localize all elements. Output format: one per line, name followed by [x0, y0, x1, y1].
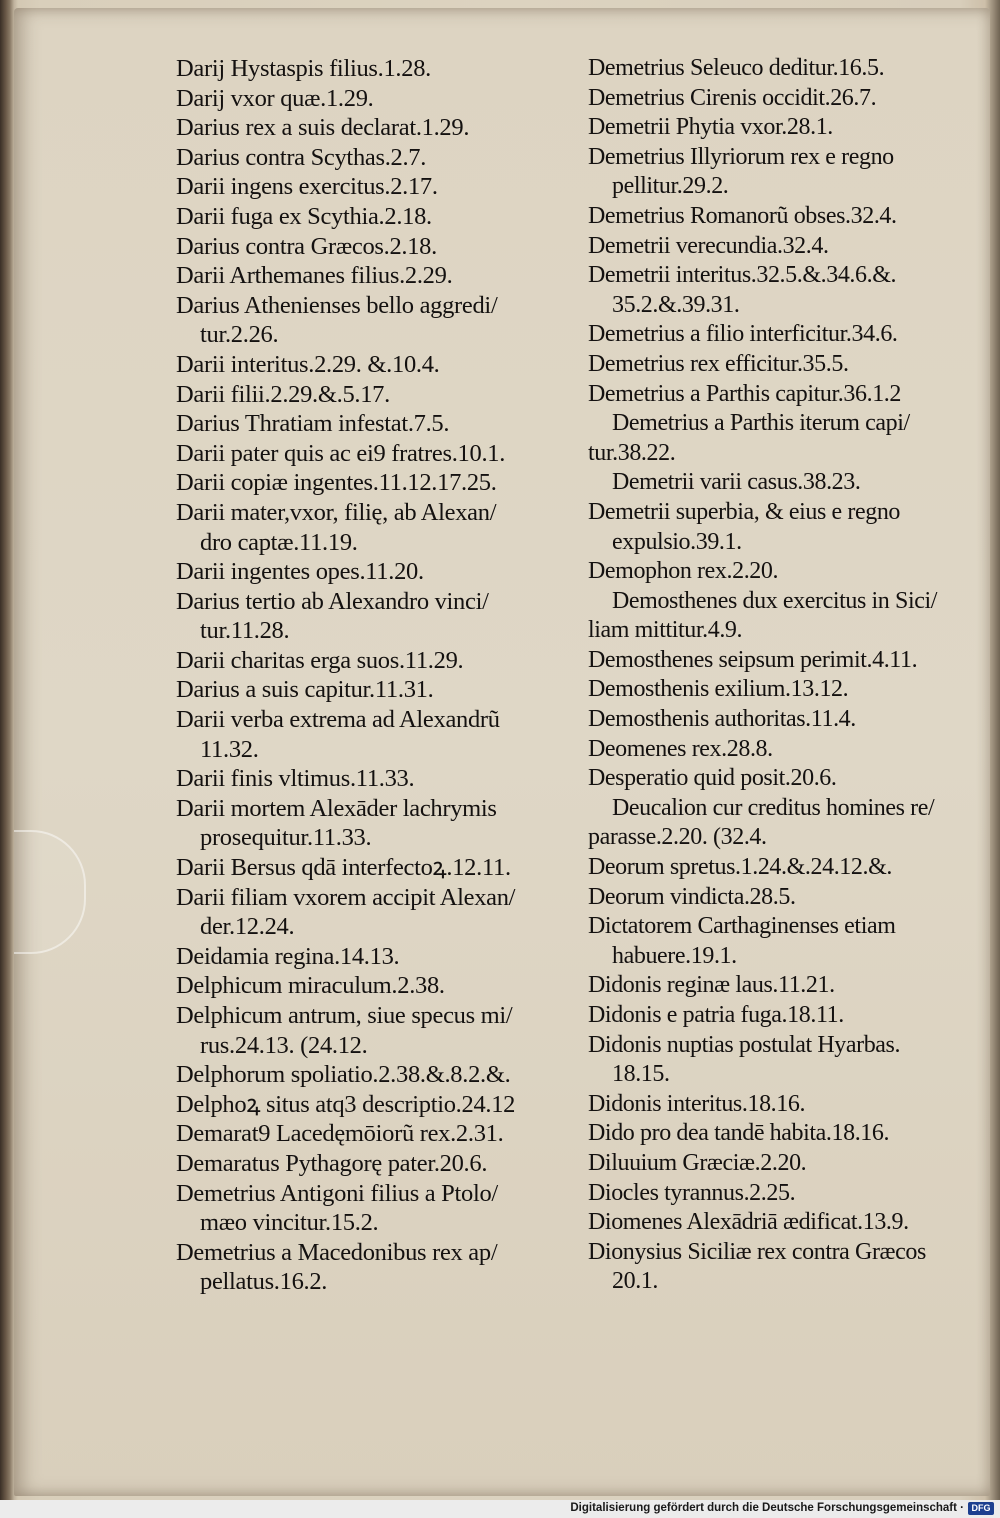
index-entry-line: 11.32.: [200, 735, 259, 763]
index-entry-line: Darii copiæ ingentes.11.12.17.25.: [176, 469, 497, 497]
index-entry-line: Delphoꝝ situs atq3 descriptio.24.12: [176, 1090, 516, 1118]
index-entry-line: Demetrius a filio interficitur.34.6.: [588, 321, 898, 348]
index-entry-line: Demosthenis exilium.13.12.: [588, 676, 849, 703]
index-entry-line: Darii interitus.2.29. &.10.4.: [176, 350, 440, 378]
index-entry-line: Demophon rex.2.20.: [588, 558, 779, 585]
index-entry-line: Darii filii.2.29.&.5.17.: [176, 380, 390, 408]
index-entry-line: rus.24.13. (24.12.: [200, 1031, 368, 1059]
index-entry-line: Darii verba extrema ad Alexandrũ: [176, 706, 500, 734]
index-entry-line: Darius contra Scythas.2.7.: [176, 143, 427, 171]
index-column-right: [588, 54, 978, 1297]
index-entry-line: Demetrius Seleuco deditur.16.5.: [588, 55, 885, 81]
index-entry-line: Demosthenis authoritas.11.4.: [588, 706, 856, 733]
index-entry-line: Deomenes rex.28.8.: [588, 735, 773, 762]
index-entry-line: Diluuium Græciæ.2.20.: [588, 1149, 807, 1176]
index-entry-line: Didonis interitus.18.16.: [588, 1090, 806, 1117]
index-entry-line: Delphicum miraculum.2.38.: [176, 972, 445, 1000]
index-entry-line: Darij Hystaspis filius.1.28.: [176, 55, 431, 82]
funding-credit: Digitalisierung gefördert durch die Deutsche Forschungsgemeinschaft ·: [570, 1502, 964, 1514]
index-entry-line: Darii Bersus qdā interfectoꝝ.12.11.: [176, 854, 511, 882]
index-entry-line: Deidamia regina.14.13.: [176, 942, 400, 970]
index-entry-line: tur.11.28.: [200, 617, 290, 645]
index-entry-line: parasse.2.20. (32.4.: [588, 824, 767, 851]
index-entry-line: Darii charitas erga suos.11.29.: [176, 646, 464, 674]
index-entry-line: Darius tertio ab Alexandro vinci/: [176, 587, 489, 615]
index-entry-line: Darii ingens exercitus.2.17.: [176, 173, 438, 201]
index-entry-line: Darii finis vltimus.11.33.: [176, 765, 415, 793]
index-entry-line: liam mittitur.4.9.: [588, 617, 743, 644]
index-entry-line: Darius Thratiam infestat.7.5.: [176, 410, 450, 438]
index-entry-line: habuere.19.1.: [612, 942, 737, 969]
index-entry-line: Demarat9 Lacedęmōiorũ rex.2.31.: [176, 1120, 504, 1148]
index-entry-line: Dionysius Siciliæ rex contra Græcos: [588, 1238, 926, 1265]
index-entry-line: Darii mortem Alexāder lachrymis: [176, 794, 497, 822]
index-entry-line: Demetrii interitus.32.5.&.34.6.&.: [588, 262, 897, 289]
index-entry-line: Demetrius a Parthis iterum capi/: [612, 410, 910, 437]
index-entry-line: Deorum spretus.1.24.&.24.12.&.: [588, 854, 892, 881]
index-entry-line: Delphicum antrum, siue specus mi/: [176, 1002, 513, 1029]
dfg-logo: DFG: [968, 1502, 994, 1515]
index-entry-line: Didonis e patria fuga.18.11.: [588, 1002, 844, 1028]
index-entry-line: Demetrii superbia, & eius e regno: [588, 498, 901, 525]
index-entry-line: Didonis reginæ laus.11.21.: [588, 972, 835, 999]
index-entry-line: Darii pater quis ac ei9 fratres.10.1.: [176, 439, 506, 467]
index-entry-line: Deucalion cur creditus homines re/: [612, 794, 935, 821]
index-entry-line: Demaratus Pythagorę pater.20.6.: [176, 1149, 488, 1177]
index-entry-line: Diomenes Alexādriā ædificat.13.9.: [588, 1209, 909, 1236]
index-entry-line: Demetrii Phytia vxor.28.1.: [588, 114, 833, 141]
index-entry-line: Deorum vindicta.28.5.: [588, 883, 796, 910]
index-entry-line: Diocles tyrannus.2.25.: [588, 1179, 796, 1206]
page-clip-outline: [14, 830, 86, 954]
index-entry-line: Demetrius rex efficitur.35.5.: [588, 350, 849, 377]
index-entry-line: 20.1.: [612, 1268, 659, 1295]
index-entry-line: dro captæ.11.19.: [200, 528, 358, 556]
index-column-left: [176, 54, 576, 1297]
index-entry-line: Demetrius a Parthis capitur.36.1.2: [588, 380, 902, 407]
index-entry-line: Demetrii varii casus.38.23.: [612, 469, 861, 496]
index-entry-line: Demosthenes dux exercitus in Sici/: [612, 587, 938, 614]
index-entry-line: Darii Arthemanes filius.2.29.: [176, 262, 453, 290]
index-entry-line: pellatus.16.2.: [200, 1268, 328, 1296]
index-entry-line: expulsio.39.1.: [612, 528, 742, 555]
index-entry-line: mæo vincitur.15.2.: [200, 1209, 379, 1237]
index-entry-line: Demetrius Antigoni filius a Ptolo/: [176, 1179, 498, 1207]
index-entry-line: Darius contra Græcos.2.18.: [176, 232, 437, 260]
index-entry-line: Darii ingentes opes.11.20.: [176, 558, 424, 586]
index-entry-line: Demetrius a Macedonibus rex ap/: [176, 1238, 498, 1266]
index-entry-line: Demetrius Cirenis occidit.26.7.: [588, 84, 877, 111]
index-entry-line: Demetrius Illyriorum rex e regno: [588, 143, 894, 170]
index-entry-line: tur.2.26.: [200, 321, 279, 349]
index-entry-line: Dictatorem Carthaginenses etiam: [588, 913, 896, 940]
index-entry-line: Darius rex a suis declarat.1.29.: [176, 114, 470, 142]
index-entry-line: Darii fuga ex Scythia.2.18.: [176, 202, 432, 230]
index-entry-line: Demosthenes seipsum perimit.4.11.: [588, 646, 918, 673]
index-entry-line: Darii mater,vxor, filię, ab Alexan/: [176, 498, 497, 526]
index-entry-line: Darij vxor quæ.1.29.: [176, 84, 374, 112]
index-entry-line: Demetrius Romanorũ obses.32.4.: [588, 202, 897, 229]
index-entry-line: tur.38.22.: [588, 439, 676, 466]
index-entry-line: Demetrii verecundia.32.4.: [588, 232, 829, 259]
index-entry-line: Delphorum spoliatio.2.38.&.8.2.&.: [176, 1061, 511, 1089]
index-entry-line: Dido pro dea tandē habita.18.16.: [588, 1120, 890, 1147]
index-entry-line: Darius a suis capitur.11.31.: [176, 676, 434, 704]
index-entry-line: prosequitur.11.33.: [200, 824, 372, 852]
index-entry-line: pellitur.29.2.: [612, 173, 729, 200]
index-entry-line: Didonis nuptias postulat Hyarbas.: [588, 1031, 901, 1058]
index-entry-line: Darius Athenienses bello aggredi/: [176, 291, 498, 319]
index-entry-line: 18.15.: [612, 1061, 670, 1088]
footer-bar: [0, 1500, 1000, 1518]
index-entry-line: 35.2.&.39.31.: [612, 291, 740, 318]
index-entry-line: Darii filiam vxorem accipit Alexan/: [176, 883, 516, 911]
index-entry-line: der.12.24.: [200, 913, 295, 941]
index-entry-line: Desperatio quid posit.20.6.: [588, 765, 837, 792]
